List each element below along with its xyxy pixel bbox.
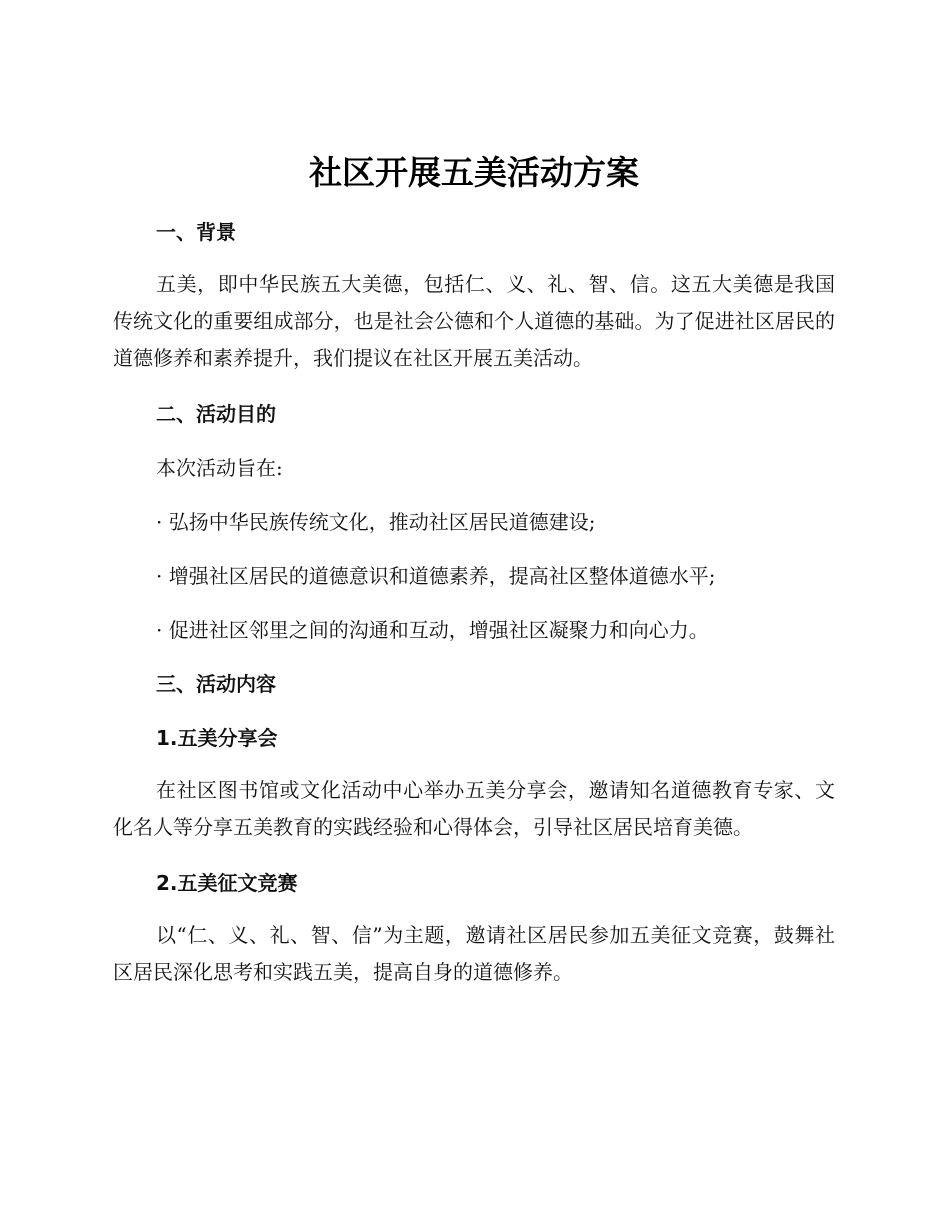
essay-paragraph: 以“仁、义、礼、智、信”为主题，邀请社区居民参加五美征文竞赛，鼓舞社区居民深化思考和实践五美，提高自身的道德修养。: [113, 923, 835, 984]
spacer: [113, 903, 835, 917]
purpose-bullet-1: · 弘扬中华民族传统文化，推动社区居民道德建设;: [156, 510, 596, 534]
purpose-bullet-3: · 促进社区邻里之间的沟通和互动，增强社区凝聚力和向心力。: [156, 618, 709, 642]
purpose-bullet-2: · 增强社区居民的道德意识和道德素养，提高社区整体道德水平;: [156, 564, 716, 588]
spacer: [113, 434, 835, 448]
document-body: [113, 148, 835, 991]
background-paragraph: 五美，即中华民族五大美德，包括仁、义、礼、智、信。这五大美德是我国传统文化的重要组成部分，也是社会公德和个人道德的基础。为了促进社区居民的道德修养和素养提升，我们提议在社区开展五美活动。: [113, 272, 835, 370]
section-heading-purpose: 二、活动目的: [156, 402, 276, 426]
spacer: [113, 252, 835, 266]
purpose-intro: 本次活动旨在:: [156, 456, 283, 480]
spacer: [113, 758, 835, 772]
section-heading-content: 三、活动内容: [156, 672, 276, 696]
spacer: [113, 488, 835, 502]
sharing-paragraph: 在社区图书馆或文化活动中心举办五美分享会，邀请知名道德教育专家、文化名人等分享五美教育的实践经验和心得体会，引导社区居民培育美德。: [113, 778, 835, 839]
subsection-heading-essay: 2.五美征文竞赛: [156, 871, 298, 895]
spacer: [113, 650, 835, 664]
subsection-heading-sharing: 1.五美分享会: [156, 726, 278, 750]
document-title: 社区开展五美活动方案: [309, 153, 639, 192]
spacer: [113, 377, 835, 394]
section-heading-background: 一、背景: [156, 220, 236, 244]
spacer: [113, 846, 835, 863]
spacer: [113, 542, 835, 556]
spacer: [113, 704, 835, 718]
spacer: [113, 596, 835, 610]
